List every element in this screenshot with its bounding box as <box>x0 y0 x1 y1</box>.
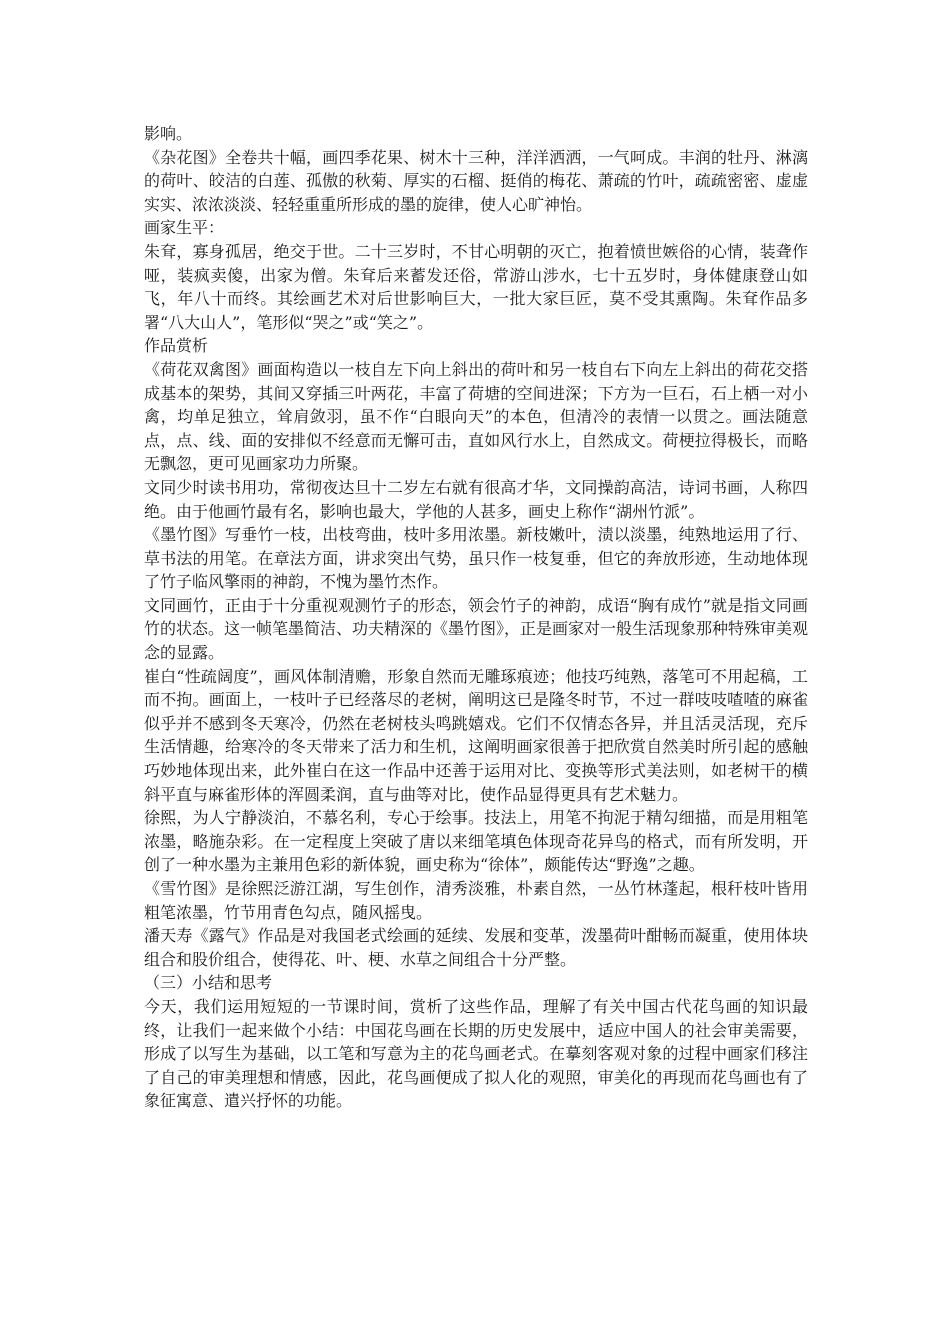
paragraph-xuxi: 徐熙，为人宁静淡泊，不慕名利，专心于绘事。技法上，用笔不拘泥于精勾细描，而是用粗笔浓墨，略施杂彩。在一定程度上突破了唐以来细笔填色体现奇花异鸟的格式，而有所发明，开创了一种水墨为主兼用色彩的新体貌，画史称为“徐体”，颇能传达“野逸”之趣。 <box>144 808 808 875</box>
document-page <box>144 122 808 1113</box>
paragraph-zahuatu: 《杂花图》全卷共十幅，画四季花果、树木十三种，洋洋洒洒，一气呵成。丰润的牡丹、淋漓的荷叶、皎洁的白莲、孤傲的秋菊、厚实的石榴、挺俏的梅花、萧疏的竹叶，疏疏密密、虚虚实实、浓浓淡淡、轻轻重重所形成的墨的旋律，使人心旷神怡。 <box>144 147 808 214</box>
paragraph-wentong: 文同少时读书用功，常彻夜达旦十二岁左右就有很高才华，文同操韵高洁，诗词书画，人称四绝。由于他画竹最有名，影响也最大，学他的人甚多，画史上称作“湖州竹派”。 <box>144 477 808 521</box>
paragraph-zhuda: 朱耷，寡身孤居，绝交于世。二十三岁时，不甘心明朝的灭亡，抱着愤世嫉俗的心情，装聋作哑，装疯卖傻，出家为僧。朱耷后来蓄发还俗，常游山涉水，七十五岁时，身体健康登山如飞，年八十而终。其绘画艺术对后世影响巨大，一批大家巨匠，莫不受其熏陶。朱耷作品多署“八大山人”，笔形似“哭之”或“笑之”。 <box>144 241 808 332</box>
heading-summary: （三）小结和思考 <box>144 973 273 993</box>
paragraph-wentong-bamboo: 文同画竹，正由于十分重视观测竹子的形态，领会竹子的神韵，成语“胸有成竹”就是指文同画竹的状态。这一帧笔墨简洁、功夫精深的《墨竹图》，正是画家对一般生活现象那种特殊审美观念的显露。 <box>144 595 809 663</box>
paragraph-xuezhutu: 《雪竹图》是徐熙泛游江湖，写生创作，清秀淡雅，朴素自然，一丛竹林蓬起，根秆枝叶皆用粗笔浓墨，竹节用青色勾点，随风摇曳。 <box>144 879 808 922</box>
paragraph-pantianshou: 潘天寿《露气》作品是对我国老式绘画的延续、发展和变革，泼墨荷叶酣畅而凝重，使用体块组合和股价组合，使得花、叶、梗、水草之间组合十分严整。 <box>144 926 808 969</box>
heading-appreciation: 作品赏析 <box>144 336 209 356</box>
paragraph-cuibai: 崔白“性疏阔度”，画风体制清赡，形象自然而无雕琢痕迹；他技巧纯熟，落笔可不用起稿，工而不拘。画面上，一枝叶子已经落尽的老树，阐明这已是隆冬时节，不过一群吱吱喳喳的麻雀似乎并不感到冬天寒冷，仍然在老树枝头鸣跳嬉戏。它们不仅情态各异，并且活灵活现，充斥生活情趣，给寒冷的冬天带来了活力和生机，这阐明画家很善于把欣赏自然美时所引起的感触巧妙地体现出来，此外崔白在这一作品中还善于运用对比、变换等形式美法则，如老树干的横斜平直与麻雀形体的浑圆柔润，直与曲等对比，使作品显得更具有艺术魅力。 <box>144 666 808 804</box>
paragraph-lotus-birds: 《荷花双禽图》画面构造以一枝自左下向上斜出的荷叶和另一枝自右下向左上斜出的荷花交搭成基本的架势，其间又穿插三叶两花，丰富了荷塘的空间进深；下方为一巨石，石上栖一对小禽，均单足独立，耸肩敛羽，虽不作“白眼向天”的本色，但清冷的表情一以贯之。画法随意点，点、线、面的安排似不经意而无懈可击，直如风行水上，自然成文。荷梗拉得极长，而略无飘忽，更可见画家功力所聚。 <box>144 359 808 474</box>
paragraph-continuation: 影响。 <box>144 124 193 143</box>
paragraph-mozhutu: 《墨竹图》写垂竹一枝，出枝弯曲，枝叶多用浓墨。新枝嫩叶，渍以淡墨，纯熟地运用了行、草书法的用笔。在章法方面，讲求突出气势，虽只作一枝复垂，但它的奔放形迹，生动地体现了竹子临风擎雨的神韵，不愧为墨竹杰作。 <box>144 525 808 592</box>
heading-painter-biography: 画家生平： <box>144 218 225 238</box>
paragraph-summary: 今天，我们运用短短的一节课时间，赏析了这些作品，理解了有关中国古代花鸟画的知识最终，让我们一起来做个小结：中国花鸟画在长期的历史发展中，适应中国人的社会审美需要，形成了以写生为基础，以工笔和写意为主的花鸟画老式。在摹刻客观对象的过程中画家们移注了自己的审美理想和情感，因此，花鸟画便成了拟人化的观照，审美化的再现而花鸟画也有了象征寓意、遣兴抒怀的功能。 <box>144 996 808 1111</box>
